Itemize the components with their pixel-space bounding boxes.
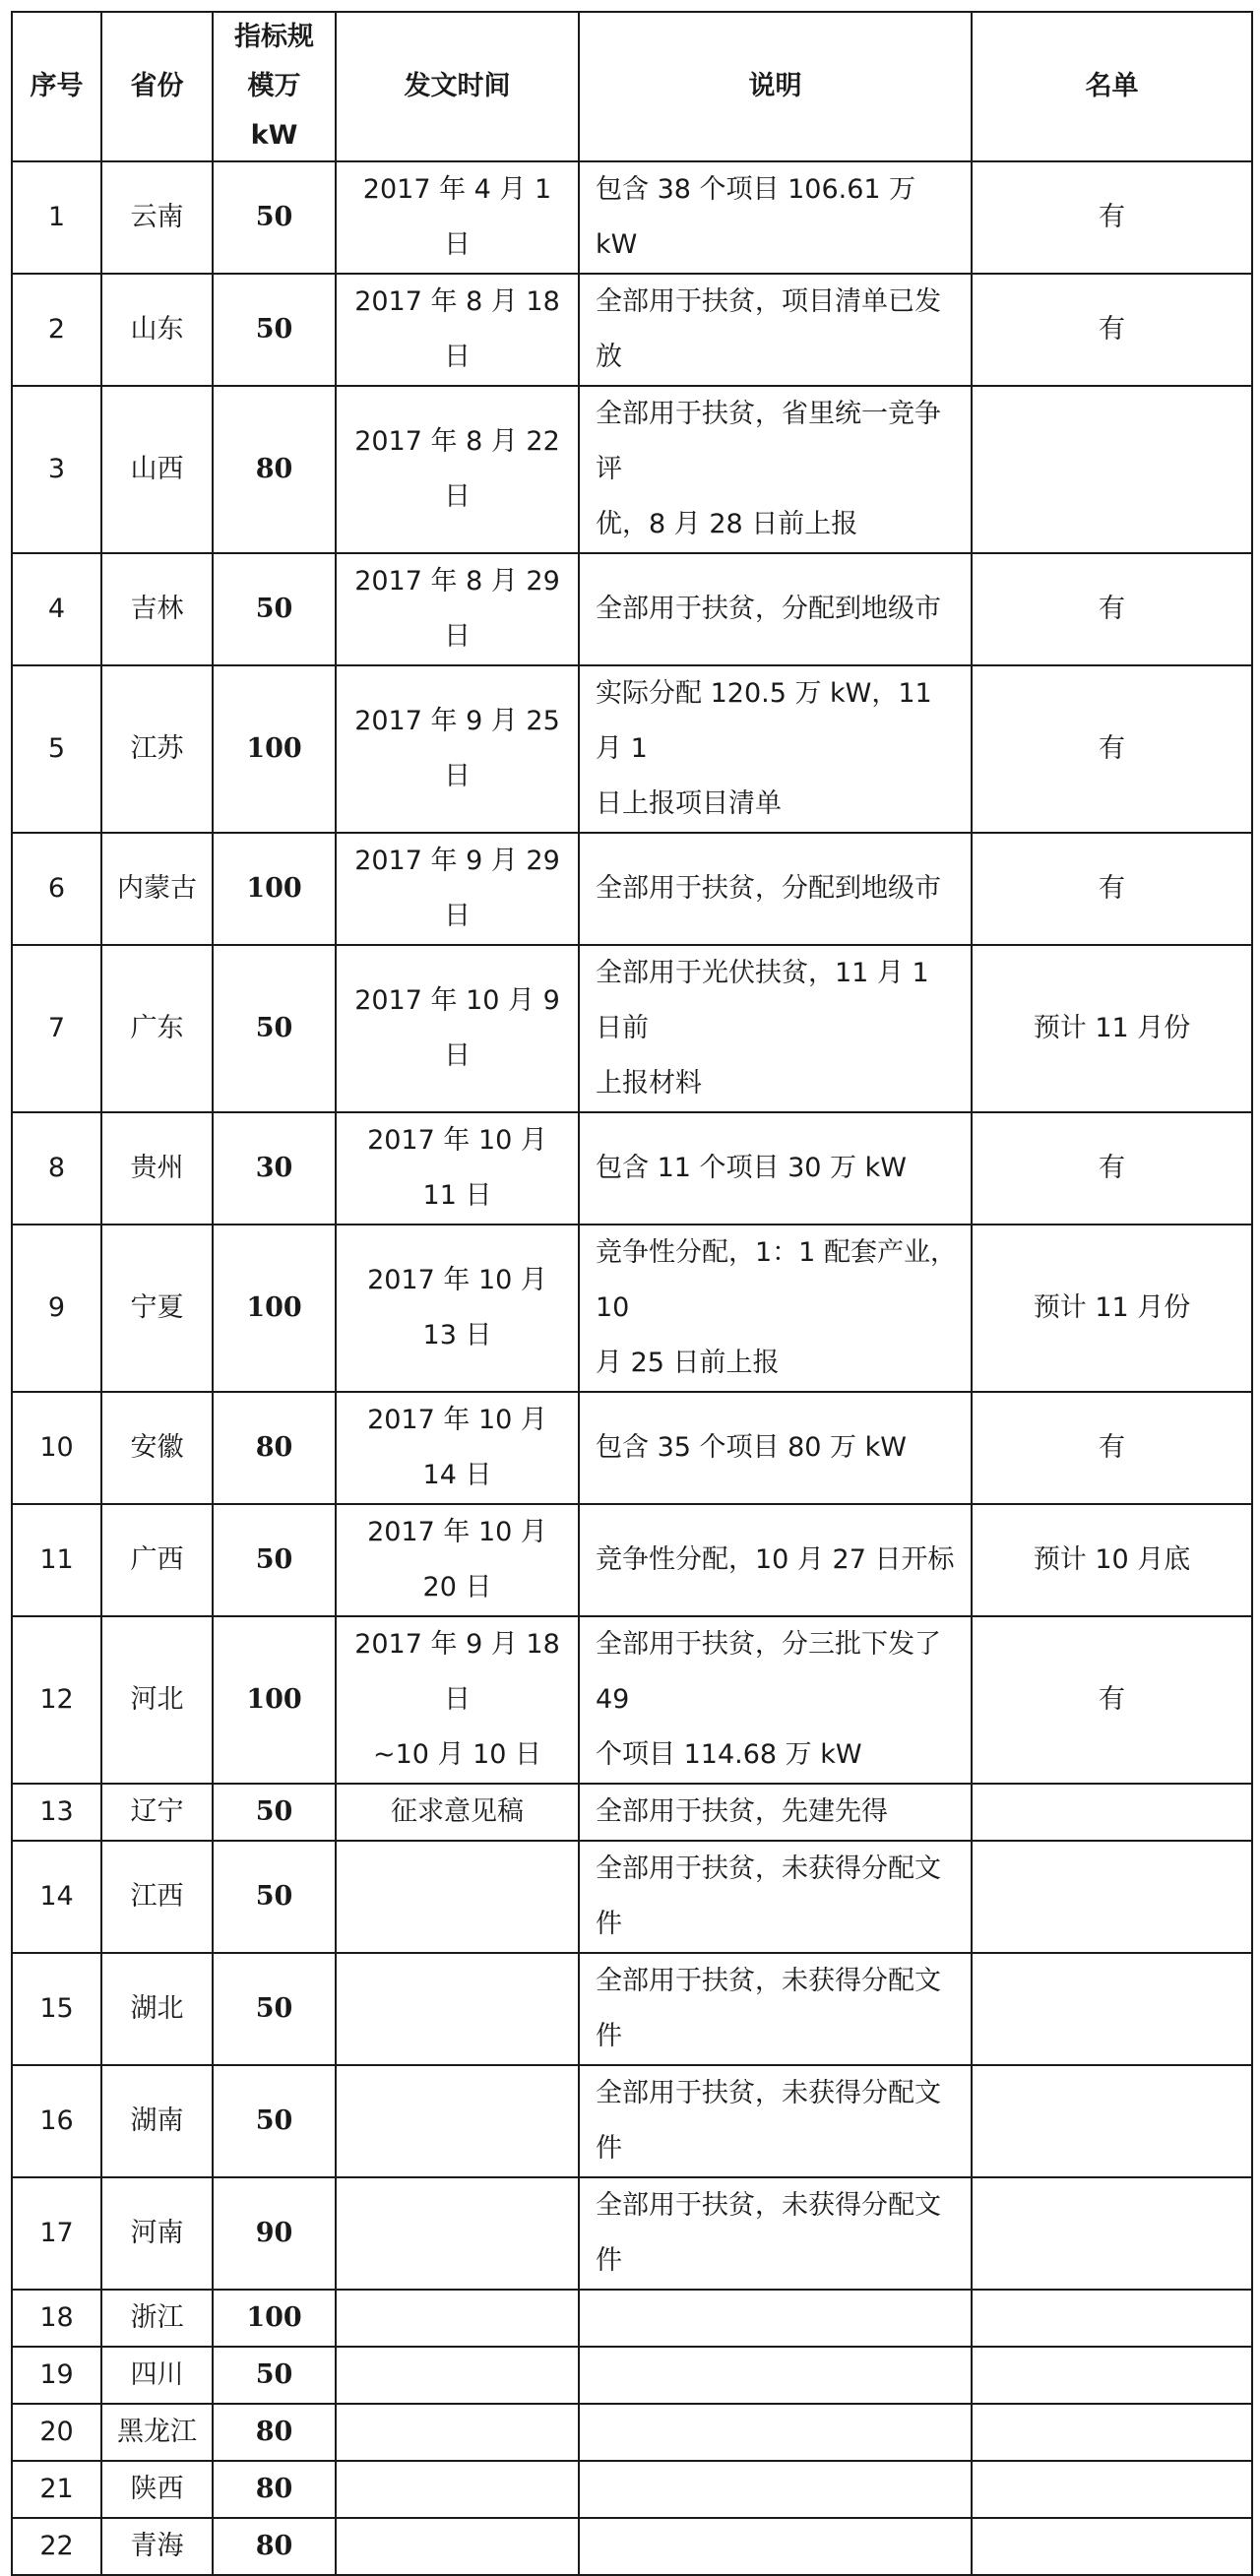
table-row	[12, 2347, 1252, 2404]
table-row	[12, 1953, 1252, 2065]
cell-desc	[579, 1392, 972, 1504]
cell-desc-line: 实际分配 120.5 万 kW，11 月 1	[596, 678, 932, 764]
cell-date-line: 2017 年 10 月 9 日	[354, 985, 560, 1071]
cell-desc-line: 全部用于扶贫，先建先得	[596, 1796, 888, 1827]
cell-date-line: 2017 年 9 月 29 日	[354, 846, 560, 931]
cell-scale: 80	[213, 2518, 336, 2575]
cell-desc-line: 包含 35 个项目 80 万 kW	[596, 1432, 907, 1463]
cell-date-line: 2017 年 10 月 20 日	[367, 1517, 547, 1602]
table-row	[12, 1225, 1252, 1392]
cell-desc	[579, 2065, 972, 2177]
cell-list	[972, 2290, 1252, 2347]
cell-desc-line: 上报材料	[596, 1068, 702, 1099]
cell-date	[336, 2404, 579, 2461]
cell-desc	[579, 2518, 972, 2575]
cell-scale: 100	[213, 665, 336, 833]
table-row	[12, 1504, 1252, 1616]
cell-province: 吉林	[101, 553, 213, 665]
cell-date-line: 2017 年 8 月 29 日	[354, 566, 560, 652]
table-row	[12, 1616, 1252, 1784]
cell-province: 河北	[101, 1616, 213, 1784]
cell-date-line: 2017 年 10 月 13 日	[367, 1265, 547, 1351]
cell-seq: 22	[12, 2518, 101, 2575]
cell-scale: 80	[213, 2404, 336, 2461]
cell-list: 有	[972, 1616, 1252, 1784]
cell-province: 云南	[101, 161, 213, 274]
cell-scale: 50	[213, 1953, 336, 2065]
cell-province: 江苏	[101, 665, 213, 833]
cell-seq: 15	[12, 1953, 101, 2065]
cell-seq: 3	[12, 386, 101, 553]
cell-scale: 80	[213, 1392, 336, 1504]
cell-date	[336, 833, 579, 945]
cell-province: 贵州	[101, 1112, 213, 1225]
cell-seq: 18	[12, 2290, 101, 2347]
cell-date	[336, 2065, 579, 2177]
cell-list	[972, 2065, 1252, 2177]
table-row	[12, 2518, 1252, 2575]
cell-desc-line: 竞争性分配，10 月 27 日开标	[596, 1544, 955, 1575]
cell-seq: 8	[12, 1112, 101, 1225]
cell-desc-line: 月 25 日前上报	[596, 1348, 780, 1378]
cell-desc	[579, 386, 972, 553]
cell-desc	[579, 1841, 972, 1953]
cell-desc	[579, 1616, 972, 1784]
cell-desc	[579, 945, 972, 1112]
cell-date	[336, 1504, 579, 1616]
table-row	[12, 2404, 1252, 2461]
cell-province: 山西	[101, 386, 213, 553]
cell-list	[972, 386, 1252, 553]
cell-date	[336, 665, 579, 833]
cell-desc	[579, 2290, 972, 2347]
cell-scale: 50	[213, 1784, 336, 1841]
cell-desc	[579, 2347, 972, 2404]
cell-province: 广东	[101, 945, 213, 1112]
cell-scale: 50	[213, 2065, 336, 2177]
table-row	[12, 2177, 1252, 2290]
header-scale-line2: 模万 kW	[247, 71, 301, 151]
cell-province: 陕西	[101, 2461, 213, 2518]
cell-seq: 17	[12, 2177, 101, 2290]
cell-seq: 13	[12, 1784, 101, 1841]
cell-province: 四川	[101, 2347, 213, 2404]
cell-date	[336, 274, 579, 386]
cell-desc-line: 竞争性分配，1：1 配套产业，10	[596, 1237, 957, 1323]
table-row	[12, 274, 1252, 386]
cell-scale: 100	[213, 1225, 336, 1392]
cell-province: 广西	[101, 1504, 213, 1616]
cell-desc-line: 日上报项目清单	[596, 788, 782, 819]
header-date: 发文时间	[336, 12, 579, 161]
cell-province: 湖南	[101, 2065, 213, 2177]
cell-seq: 4	[12, 553, 101, 665]
cell-seq: 6	[12, 833, 101, 945]
cell-desc	[579, 1784, 972, 1841]
table-row	[12, 833, 1252, 945]
cell-scale: 50	[213, 274, 336, 386]
cell-province: 湖北	[101, 1953, 213, 2065]
cell-date	[336, 161, 579, 274]
cell-scale: 100	[213, 1616, 336, 1784]
cell-desc-line: 个项目 114.68 万 kW	[596, 1739, 862, 1770]
cell-desc-line: 全部用于扶贫，未获得分配文件	[596, 2190, 941, 2276]
cell-scale: 50	[213, 945, 336, 1112]
table-row	[12, 665, 1252, 833]
cell-desc-line: 优，8 月 28 日前上报	[596, 509, 858, 539]
cell-list: 预计 11 月份	[972, 1225, 1252, 1392]
cell-date	[336, 1616, 579, 1784]
cell-list: 预计 10 月底	[972, 1504, 1252, 1616]
cell-seq: 10	[12, 1392, 101, 1504]
cell-date	[336, 945, 579, 1112]
cell-desc	[579, 2404, 972, 2461]
table-row	[12, 2065, 1252, 2177]
cell-date	[336, 2290, 579, 2347]
cell-scale: 50	[213, 1841, 336, 1953]
cell-scale: 80	[213, 386, 336, 553]
cell-desc	[579, 1953, 972, 2065]
cell-scale: 50	[213, 1504, 336, 1616]
cell-seq: 21	[12, 2461, 101, 2518]
cell-seq: 14	[12, 1841, 101, 1953]
cell-scale: 100	[213, 833, 336, 945]
cell-desc-line: 全部用于扶贫，省里统一竞争评	[596, 399, 941, 484]
cell-date	[336, 1225, 579, 1392]
cell-desc	[579, 2461, 972, 2518]
cell-seq: 5	[12, 665, 101, 833]
cell-desc-line: 全部用于扶贫，项目清单已发放	[596, 286, 941, 372]
cell-date-line: 2017 年 8 月 22 日	[354, 426, 560, 512]
cell-date-line: 2017 年 9 月 25 日	[354, 706, 560, 791]
cell-province: 辽宁	[101, 1784, 213, 1841]
cell-desc-line: 全部用于扶贫，分配到地级市	[596, 594, 941, 624]
cell-scale: 50	[213, 553, 336, 665]
table-body	[12, 161, 1252, 2575]
cell-desc	[579, 553, 972, 665]
cell-desc-line: 全部用于扶贫，分配到地级市	[596, 873, 941, 904]
table-row	[12, 161, 1252, 274]
cell-seq: 1	[12, 161, 101, 274]
cell-seq: 16	[12, 2065, 101, 2177]
cell-date-line: 征求意见稿	[391, 1796, 524, 1827]
cell-list: 有	[972, 665, 1252, 833]
header-scale	[213, 12, 336, 161]
cell-date	[336, 1112, 579, 1225]
cell-desc	[579, 161, 972, 274]
table-row	[12, 553, 1252, 665]
quota-table	[11, 11, 1253, 2576]
table-header	[12, 12, 1252, 161]
cell-date	[336, 2518, 579, 2575]
cell-desc-line: 全部用于扶贫，分三批下发了 49	[596, 1629, 941, 1715]
cell-province: 浙江	[101, 2290, 213, 2347]
cell-list	[972, 2518, 1252, 2575]
cell-seq: 19	[12, 2347, 101, 2404]
cell-date	[336, 386, 579, 553]
cell-desc	[579, 1225, 972, 1392]
cell-seq: 2	[12, 274, 101, 386]
cell-scale: 90	[213, 2177, 336, 2290]
table-row	[12, 2290, 1252, 2347]
cell-list	[972, 1841, 1252, 1953]
cell-list: 有	[972, 833, 1252, 945]
cell-province: 青海	[101, 2518, 213, 2575]
cell-desc-line: 全部用于光伏扶贫，11 月 1 日前	[596, 958, 929, 1043]
cell-list: 预计 11 月份	[972, 945, 1252, 1112]
cell-scale: 30	[213, 1112, 336, 1225]
table-row	[12, 1841, 1252, 1953]
cell-province: 黑龙江	[101, 2404, 213, 2461]
cell-list	[972, 1953, 1252, 2065]
cell-date-line: 2017 年 8 月 18 日	[354, 286, 560, 372]
cell-province: 江西	[101, 1841, 213, 1953]
cell-desc	[579, 833, 972, 945]
cell-scale: 80	[213, 2461, 336, 2518]
cell-date	[336, 2461, 579, 2518]
cell-date	[336, 1953, 579, 2065]
cell-date	[336, 1784, 579, 1841]
cell-province: 安徽	[101, 1392, 213, 1504]
cell-province: 山东	[101, 274, 213, 386]
cell-list	[972, 2177, 1252, 2290]
table-row	[12, 1784, 1252, 1841]
cell-list	[972, 2461, 1252, 2518]
cell-desc	[579, 1112, 972, 1225]
cell-desc	[579, 1504, 972, 1616]
cell-scale: 50	[213, 2347, 336, 2404]
cell-list	[972, 2347, 1252, 2404]
cell-list: 有	[972, 274, 1252, 386]
cell-province: 宁夏	[101, 1225, 213, 1392]
cell-seq: 11	[12, 1504, 101, 1616]
cell-date-line: 2017 年 9 月 18 日	[354, 1629, 560, 1715]
cell-desc-line: 包含 38 个项目 106.61 万 kW	[596, 174, 916, 260]
table-row	[12, 945, 1252, 1112]
cell-desc	[579, 274, 972, 386]
cell-scale: 100	[213, 2290, 336, 2347]
cell-list: 有	[972, 553, 1252, 665]
cell-date-line: 2017 年 10 月 14 日	[367, 1405, 547, 1490]
cell-date	[336, 553, 579, 665]
cell-list	[972, 2404, 1252, 2461]
cell-list: 有	[972, 1112, 1252, 1225]
cell-desc-line: 全部用于扶贫，未获得分配文件	[596, 2078, 941, 2164]
cell-seq: 9	[12, 1225, 101, 1392]
header-list: 名单	[972, 12, 1252, 161]
table-row	[12, 386, 1252, 553]
cell-date	[336, 2347, 579, 2404]
table-row	[12, 1112, 1252, 1225]
cell-desc	[579, 2177, 972, 2290]
header-scale-line1: 指标规	[234, 22, 314, 52]
header-desc: 说明	[579, 12, 972, 161]
cell-date-line: ~10 月 10 日	[372, 1739, 542, 1770]
table-row	[12, 1392, 1252, 1504]
cell-province: 河南	[101, 2177, 213, 2290]
cell-date-line: 2017 年 10 月 11 日	[367, 1125, 547, 1211]
cell-desc	[579, 665, 972, 833]
cell-desc-line: 全部用于扶贫，未获得分配文件	[596, 1966, 941, 2051]
cell-scale: 50	[213, 161, 336, 274]
cell-province: 内蒙古	[101, 833, 213, 945]
cell-desc-line: 包含 11 个项目 30 万 kW	[596, 1153, 907, 1183]
cell-date	[336, 1841, 579, 1953]
cell-list: 有	[972, 161, 1252, 274]
header-province: 省份	[101, 12, 213, 161]
header-seq: 序号	[12, 12, 101, 161]
cell-list	[972, 1784, 1252, 1841]
cell-date-line: 2017 年 4 月 1 日	[362, 174, 552, 260]
cell-date	[336, 1392, 579, 1504]
cell-desc-line: 全部用于扶贫，未获得分配文件	[596, 1853, 941, 1939]
cell-seq: 7	[12, 945, 101, 1112]
header-row	[12, 12, 1252, 161]
cell-seq: 12	[12, 1616, 101, 1784]
cell-date	[336, 2177, 579, 2290]
cell-seq: 20	[12, 2404, 101, 2461]
table-row	[12, 2461, 1252, 2518]
cell-list: 有	[972, 1392, 1252, 1504]
